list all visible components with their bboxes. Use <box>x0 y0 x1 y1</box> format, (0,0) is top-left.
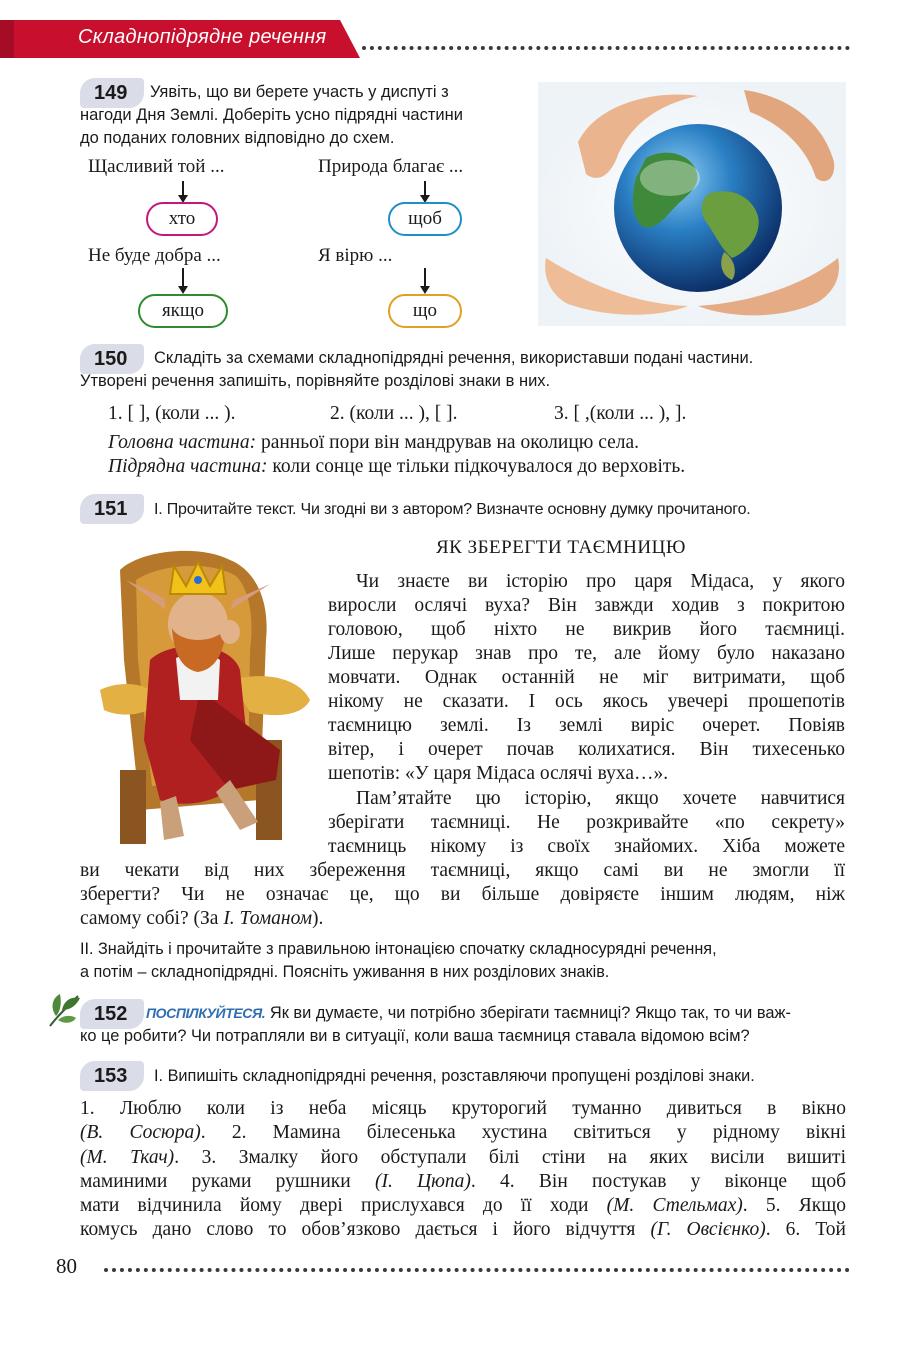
scheme-conjunction-pill: щоб <box>388 202 462 236</box>
scheme-arrow <box>424 181 426 201</box>
story-title: ЯК ЗБЕРЕГТИ ТАЄМНИЦЮ <box>436 537 686 558</box>
scheme-conjunction-pill: якщо <box>138 294 228 328</box>
story-line: шепотів: «У царя Мідаса ослячі вуха…». <box>328 763 669 784</box>
scheme-conjunction-pill: хто <box>146 202 218 236</box>
schema-3: 3. [ ,(коли ... ), ]. <box>554 403 687 424</box>
sentence-text: . 5. Якщо <box>742 1195 846 1216</box>
story-line: Лише перукар знав про те, але йому було наказано <box>328 643 845 664</box>
schema-1: 1. [ ], (коли ... ). <box>108 403 236 424</box>
ex153-line <box>80 1218 846 1242</box>
story-line: мовчати. Однак останній не міг витримати, щоб <box>328 667 845 688</box>
scheme-main-clause: Щасливий той ... <box>88 156 225 177</box>
main-clause-line <box>108 431 639 455</box>
sentence-text: мати відчинила йому двері прислухався до її ходи <box>80 1195 607 1216</box>
story-line: нікому не сказати. І ось якось увечері прошепотів <box>328 691 845 712</box>
ex149-task-line: нагоди Дня Землі. Доберіть усно підрядні частини <box>80 106 463 124</box>
story-line: вітер, і очерет почав колихатися. Він тихесенько <box>328 739 845 760</box>
exercise-number-151: 151 <box>80 494 144 524</box>
ex153-line <box>80 1121 846 1145</box>
king-midas-illustration <box>80 540 320 848</box>
sentence-text: . 3. Змалку його обступали білі стіни на яких висіли вишиті <box>174 1147 846 1168</box>
story-last-line <box>80 907 845 931</box>
ex152-task-line1 <box>146 1002 791 1025</box>
sub-clause-line <box>108 455 685 479</box>
story-line: головою, щоб ніхто не викрив його таємниці. <box>328 619 845 640</box>
source-citation: (І. Цюпа) <box>374 1171 471 1192</box>
source-citation: (В. Сосюра) <box>80 1122 201 1143</box>
story-author: І. Томаном <box>223 908 313 929</box>
story-line: зберігати таємниці. Не розкривайте «по секрету» <box>328 812 845 833</box>
exercise-number-149: 149 <box>80 78 144 108</box>
ex151-task2-line: II. Знайдіть і прочитайте з правильною інтонацією спочатку складносурядні речення, <box>80 940 717 958</box>
source-citation: (Г. Овсієнко) <box>650 1219 766 1240</box>
scheme-arrow <box>182 268 184 292</box>
sentence-text: . 2. Мамина білесенька хустина світиться у рідному вікні <box>200 1122 846 1143</box>
ex153-line <box>80 1146 846 1170</box>
ex152-task-text: Як ви думаєте, чи потрібно зберігати таємниці? Якщо так, то чи важ- <box>265 1004 791 1022</box>
story-last-prefix: самому собі? (За <box>80 908 224 929</box>
ex152-task-line2: ко це робити? Чи потрапляли ви в ситуації, коли ваша таємниця ставала відомою всім? <box>80 1027 750 1045</box>
exercise-number-150: 150 <box>80 344 144 374</box>
ex151-task2-line: а потім – складнопідрядні. Поясніть уживання в них розділових знаків. <box>80 963 610 981</box>
sentence-text: маминими руками рушники <box>80 1171 375 1192</box>
story-line: Пам’ятайте цю історію, якщо хочете навчитися <box>356 788 845 809</box>
ex153-line <box>80 1170 846 1194</box>
schema-2: 2. (коли ... ), [ ]. <box>330 403 458 424</box>
main-clause-label: Головна частина: <box>108 432 257 453</box>
story-last-suffix: ). <box>312 908 324 929</box>
sentence-text: . 4. Він постукав у віконце щоб <box>470 1171 846 1192</box>
scheme-arrow <box>182 181 184 201</box>
ex150-task-line: Складіть за схемами складнопідрядні речення, використавши подані частини. <box>154 349 754 367</box>
scheme-main-clause: Я вірю ... <box>318 245 393 266</box>
ex151-task: I. Прочитайте текст. Чи згодні ви з автором? Визначте основну думку прочитаного. <box>154 501 751 518</box>
story-line: виросли ослячі вуха? Він завжди ходив з покритою <box>328 595 845 616</box>
sentence-text: . 6. Той <box>765 1219 846 1240</box>
page-number: 80 <box>56 1254 77 1278</box>
sub-clause-text: коли сонце ще тільки підкочувалося до верховіть. <box>267 456 686 477</box>
footer-dotted-line <box>104 1268 850 1272</box>
ex149-task-line: до поданих головних відповідно до схем. <box>80 129 395 147</box>
story-line: таємниць нікому із своїх знайомих. Хіба можете <box>328 836 845 857</box>
sentence-text: комусь дано слово то обов’язково дається і його відчуття <box>80 1219 651 1240</box>
discussion-label: ПОСПІЛКУЙТЕСЯ. <box>146 1005 266 1021</box>
exercise-number-152: 152 <box>80 999 144 1029</box>
ex150-task-line: Утворені речення запишіть, порівняйте розділові знаки в них. <box>80 372 551 390</box>
scheme-main-clause: Не буде добра ... <box>88 245 221 266</box>
ex153-line <box>80 1194 846 1218</box>
main-clause-text: ранньої пори він мандрував на околицю села. <box>256 432 640 453</box>
source-citation: (М. Стельмах) <box>606 1195 743 1216</box>
scheme-arrow <box>424 268 426 292</box>
leaf-discussion-icon <box>46 990 82 1030</box>
ex153-task: I. Випишіть складнопідрядні речення, розставляючи пропущені розділові знаки. <box>154 1067 755 1085</box>
header-dotted-line <box>362 46 850 50</box>
sentence-text: 1. Люблю коли із неба місяць круторогий туманно дивиться в вікно <box>80 1098 846 1119</box>
story-line: ви чекати від них збереження таємниці, якщо самі ви не змогли її <box>80 860 845 881</box>
sub-clause-label: Підрядна частина: <box>108 456 268 477</box>
source-citation: (М. Ткач) <box>80 1147 175 1168</box>
scheme-main-clause: Природа благає ... <box>318 156 464 177</box>
exercise-number-153: 153 <box>80 1061 144 1091</box>
story-line: таємницю землі. Із землі виріс очерет. Повіяв <box>328 715 845 736</box>
ex149-task-line: Уявіть, що ви берете участь у диспуті з <box>150 83 449 101</box>
story-line: зберегти? Чи не означає це, що ви більше довіряєте іншим людям, ніж <box>80 884 845 905</box>
earth-in-hands-illustration <box>538 82 846 326</box>
scheme-conjunction-pill: що <box>388 294 462 328</box>
header-title: Складнопідрядне речення <box>78 26 327 48</box>
ex153-line <box>80 1097 846 1121</box>
story-line: Чи знаєте ви історію про царя Мідаса, у якого <box>356 571 845 592</box>
